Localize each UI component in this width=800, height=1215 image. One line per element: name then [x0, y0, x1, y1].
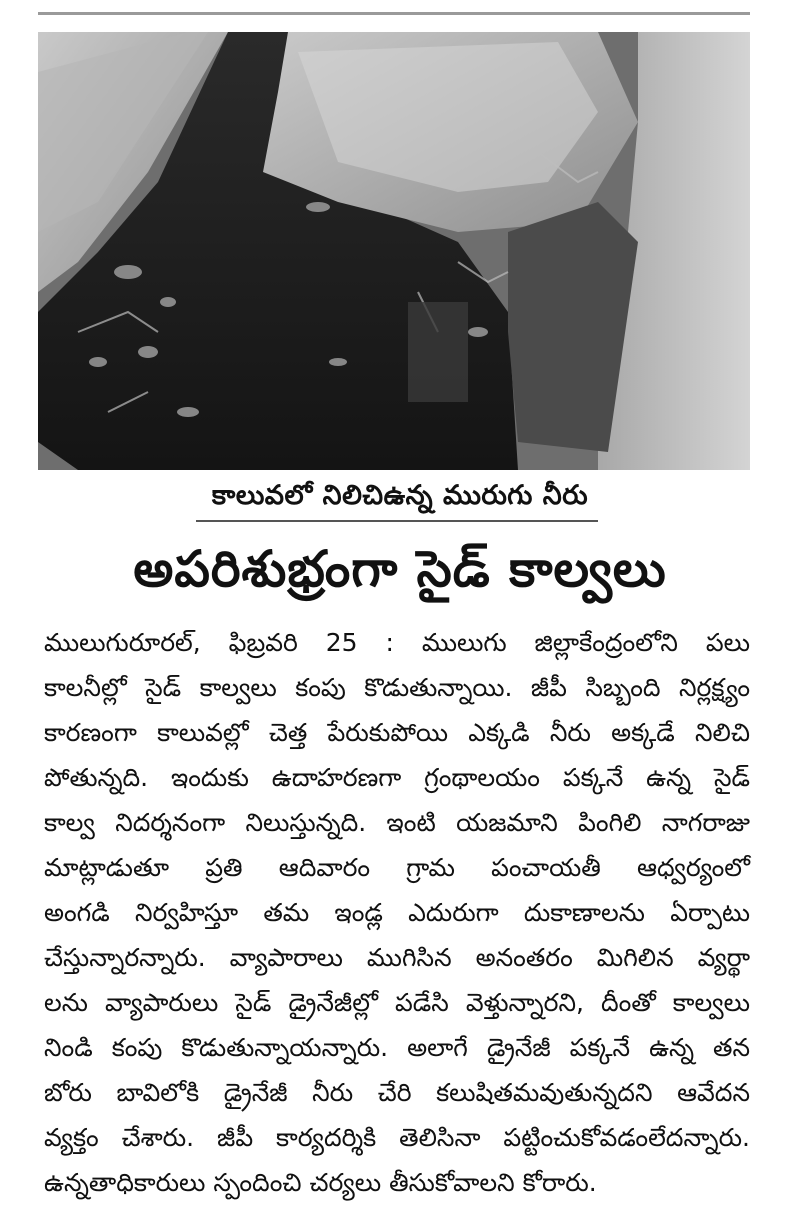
drain-photo-image [38, 32, 750, 470]
body-line: చేస్తున్నారన్నారు. వ్యాపారాలు ముగిసిన అనంతరం మిగిలిన వ్యర్థా [44, 943, 750, 972]
drain-photo [38, 32, 750, 470]
body-line: నిండి కంపు కొడుతున్నాయన్నారు. అలాగే డ్రైనేజీ పక్కనే ఉన్న తన [44, 1033, 750, 1062]
body-line: పోతున్నది. ఇందుకు ఉదాహరణగా గ్రంథాలయం పక్కనే ఉన్న సైడ్ [44, 763, 750, 792]
body-line: అంగడి నిర్వహిస్తూ తమ ఇండ్ల ఎదురుగా దుకాణాలను ఏర్పాటు [44, 898, 750, 927]
top-rule [38, 12, 750, 15]
article-headline: అపరిశుభ్రంగా సైడ్ కాల్వలు [133, 540, 667, 598]
body-line: బోరు బావిలోకి డ్రైనేజీ నీరు చేరి కలుషితమవుతున్నదని ఆవేదన [44, 1078, 750, 1107]
caption-rule [196, 520, 598, 522]
body-line: మాట్లాడుతూ ప్రతి ఆదివారం గ్రామ పంచాయతీ ఆధ్వర్యంలో [44, 853, 750, 882]
article-body [44, 620, 750, 1205]
photo-caption: కాలువలో నిలిచిఉన్న మురుగు నీరు [211, 480, 589, 511]
body-line: కారణంగా కాలువల్లో చెత్త పేరుకుపోయి ఎక్కడి నీరు అక్కడే నిలిచి [44, 718, 750, 747]
body-line: కాలనీల్లో సైడ్ కాల్వలు కంపు కొడుతున్నాయి. జీపీ సిబ్బంది నిర్లక్ష్యం [44, 673, 750, 702]
body-line: ములుగురూరల్, ఫిబ్రవరి 25 : ములుగు జిల్లాకేంద్రంలోని పలు [44, 628, 750, 657]
body-line: వ్యక్తం చేశారు. జీపీ కార్యదర్శికి తెలిసినా పట్టించుకోవడంలేదన్నారు. [44, 1123, 750, 1152]
body-line: కాల్వ నిదర్శనంగా నిలుస్తున్నది. ఇంటి యజమాని పింగిలి నాగరాజు [44, 808, 750, 837]
body-line: లను వ్యాపారులు సైడ్ డ్రైనేజీల్లో పడేసి వెళ్తున్నారని, దీంతో కాల్వలు [44, 988, 750, 1017]
body-line: ఉన్నతాధికారులు స్పందించి చర్యలు తీసుకోవాలని కోరారు. [44, 1168, 597, 1197]
